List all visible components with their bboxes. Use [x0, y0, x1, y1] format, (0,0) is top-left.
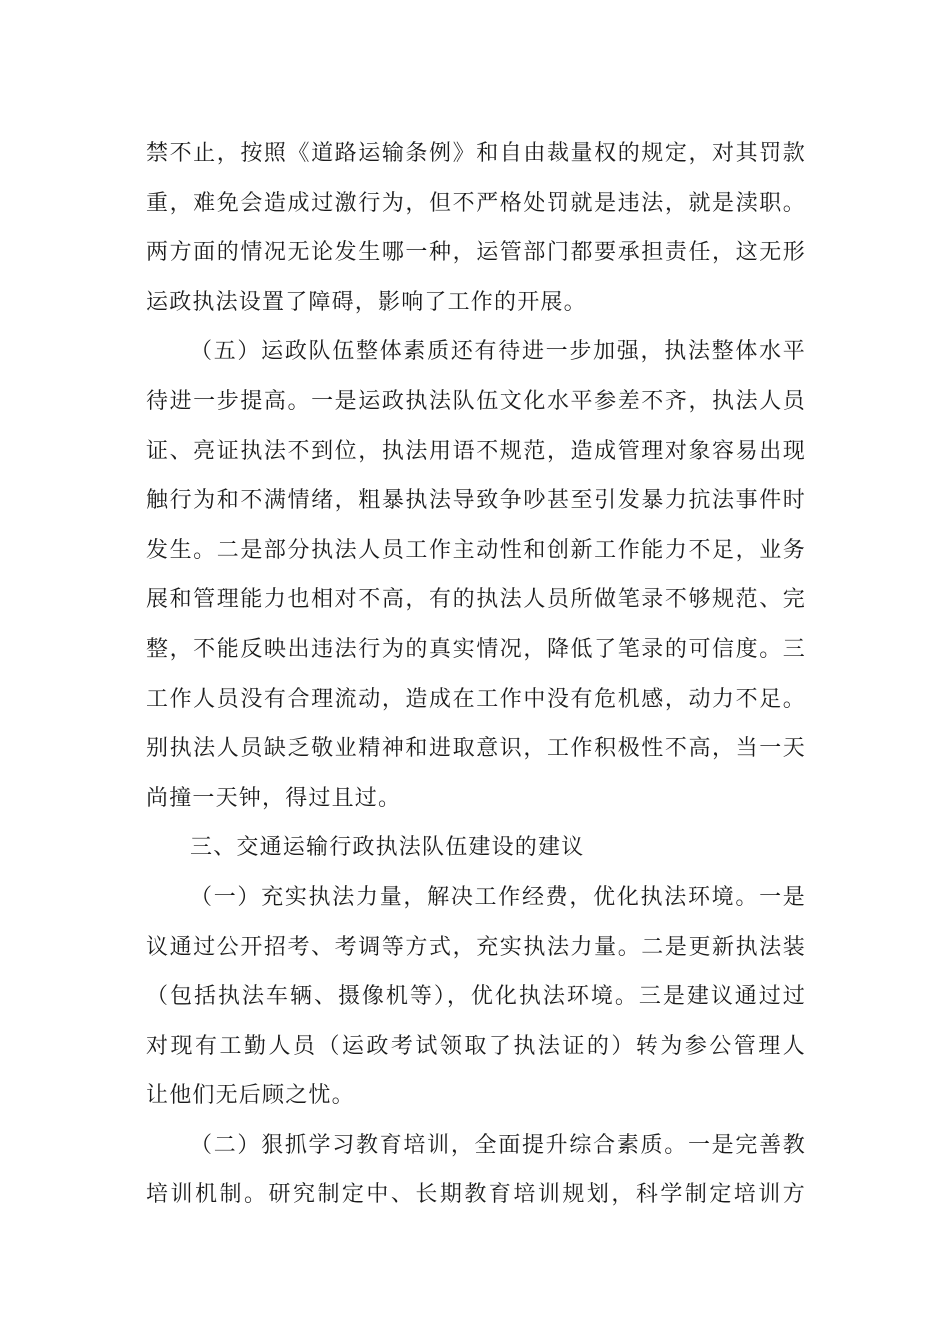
text-line: （包括执法车辆、摄像机等），优化执法环境。三是建议通过过	[146, 984, 806, 1010]
text-line: 触行为和不满情绪，粗暴执法导致争吵甚至引发暴力抗法事件时	[146, 488, 806, 514]
text-line: 对现有工勤人员（运政考试领取了执法证的）转为参公管理人	[146, 1033, 806, 1059]
text-line: 禁不止，按照《道路运输条例》和自由裁量权的规定，对其罚款	[146, 141, 806, 166]
text-line: 整，不能反映出违法行为的真实情况，降低了笔录的可信度。三	[146, 636, 806, 662]
text-line: 发生。二是部分执法人员工作主动性和创新工作能力不足，业务	[146, 537, 806, 563]
text-line: 两方面的情况无论发生哪一种，运管部门都要承担责任，这无形	[146, 240, 806, 266]
text-line: 培训机制。研究制定中、长期教育培训规划，科学制定培训方	[146, 1182, 806, 1208]
section-heading-three: 三、交通运输行政执法队伍建设的建议	[190, 835, 585, 861]
section-heading-five: （五）运政队伍整体素质还有待进一步加强，执法整体水平	[190, 339, 806, 365]
text-line: 让他们无后顾之忧。	[146, 1083, 355, 1109]
text-line: 展和管理能力也相对不高，有的执法人员所做笔录不够规范、完	[146, 587, 806, 613]
text-line: 证、亮证执法不到位，执法用语不规范，造成管理对象容易出现	[146, 438, 806, 464]
text-line: 运政执法设置了障碍，影响了工作的开展。	[146, 289, 587, 315]
text-line: 重，难免会造成过激行为，但不严格处罚就是违法，就是渎职。	[146, 190, 806, 216]
text-line: 议通过公开招考、考调等方式，充实执法力量。二是更新执法装	[146, 934, 806, 960]
text-line: 工作人员没有合理流动，造成在工作中没有危机感，动力不足。	[146, 686, 806, 712]
text-line: 待进一步提高。一是运政执法队伍文化水平参差不齐，执法人员	[146, 388, 806, 414]
document-body	[146, 129, 806, 1220]
text-line: 尚撞一天钟，得过且过。	[146, 785, 402, 811]
subsection-heading-one: （一）充实执法力量，解决工作经费，优化执法环境。一是	[190, 884, 806, 910]
subsection-heading-two: （二）狠抓学习教育培训，全面提升综合素质。一是完善教	[190, 1132, 806, 1158]
text-line: 别执法人员缺乏敬业精神和进取意识，工作积极性不高，当一天	[146, 736, 806, 762]
